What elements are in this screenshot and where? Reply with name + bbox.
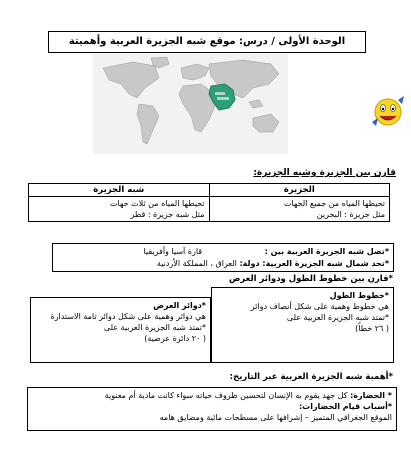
connects-value: قارة آسيا وأفريقيا [143, 247, 203, 256]
peninsula-cell [29, 197, 210, 222]
peninsula-column-header: شبه الجزيرة [29, 184, 210, 197]
title-text: الوحدة الأولى / درس: موقع شبه الجزيرة العربية وأهميتة [68, 36, 346, 47]
compare-island-heading-text: قارن بين الجزيرة وشبه الجزيرة: [253, 168, 396, 178]
island-column-header: الجزيرة [209, 184, 390, 197]
importance-heading [93, 372, 393, 382]
page-title [48, 31, 366, 53]
reasons-text: الموقع الجغرافي المتميز – إشرافها على مسطحات مائية ومضايق هامه [159, 413, 392, 422]
compare-island-heading [146, 168, 396, 178]
longitude-box [211, 287, 394, 363]
peninsula-example: مثل شبه جزيرة : قطر [130, 210, 205, 219]
island-cell [209, 197, 390, 222]
smiley-face-icon [368, 92, 408, 132]
civilization-definition: كل جهد يقوم به الإنسان لتحسين ظروف حياته سواء كانت مادية أم معنوية [104, 391, 348, 400]
reasons-label: *أسباب قيام الحضارات: [298, 402, 392, 411]
island-example: مثل جزيرة : البحرين [316, 210, 385, 219]
north-border-value: العراق ، المملكة الأردنية [156, 259, 237, 268]
north-border-label: *تحد شمال شبه الجزيرة العربية: دولة: [239, 259, 389, 268]
latitude-definition: هي دوائر وهمية على شكل دوائر تامة الاستدارة [50, 312, 206, 321]
island-peninsula-table [28, 183, 390, 222]
civilization-box [27, 387, 397, 431]
island-definition: تحيطها المياه من جميع الجهات [283, 199, 385, 208]
longitude-extent-label: *تمتد شبه الجزيرة العربية على [286, 313, 389, 322]
world-map-graphic [93, 54, 288, 154]
longitude-extent-value: ( ٢٦ خطاً) [355, 324, 389, 333]
importance-heading-text: *أهمية شبه الجزيرة العربية عبر التاريخ: [229, 372, 393, 382]
latitude-title: *دوائر العرض [153, 301, 206, 310]
compare-lines-heading [93, 274, 393, 284]
location-info-box [52, 243, 394, 272]
latitude-extent-value: ( ٢٠ دائرة عرضية) [144, 334, 206, 343]
longitude-title: *خطوط الطول [329, 291, 389, 300]
connects-label: *تصل شبه الجزيرة العربية بين : [264, 247, 389, 256]
latitude-box [30, 297, 211, 363]
civilization-label: * الحضارة: [350, 391, 392, 400]
peninsula-definition: تحيطها المياه من ثلاث جهات [110, 199, 205, 208]
compare-lines-heading-text: *قارن بين خطوط الطول ودوائر العرض [228, 274, 393, 284]
world-map [93, 54, 288, 154]
longitude-definition: هي خطوط وهمية على شكل أنصاف دوائر [250, 302, 389, 311]
latitude-extent-label: *تمتد شبه الجزيرة العربية على [103, 323, 206, 332]
